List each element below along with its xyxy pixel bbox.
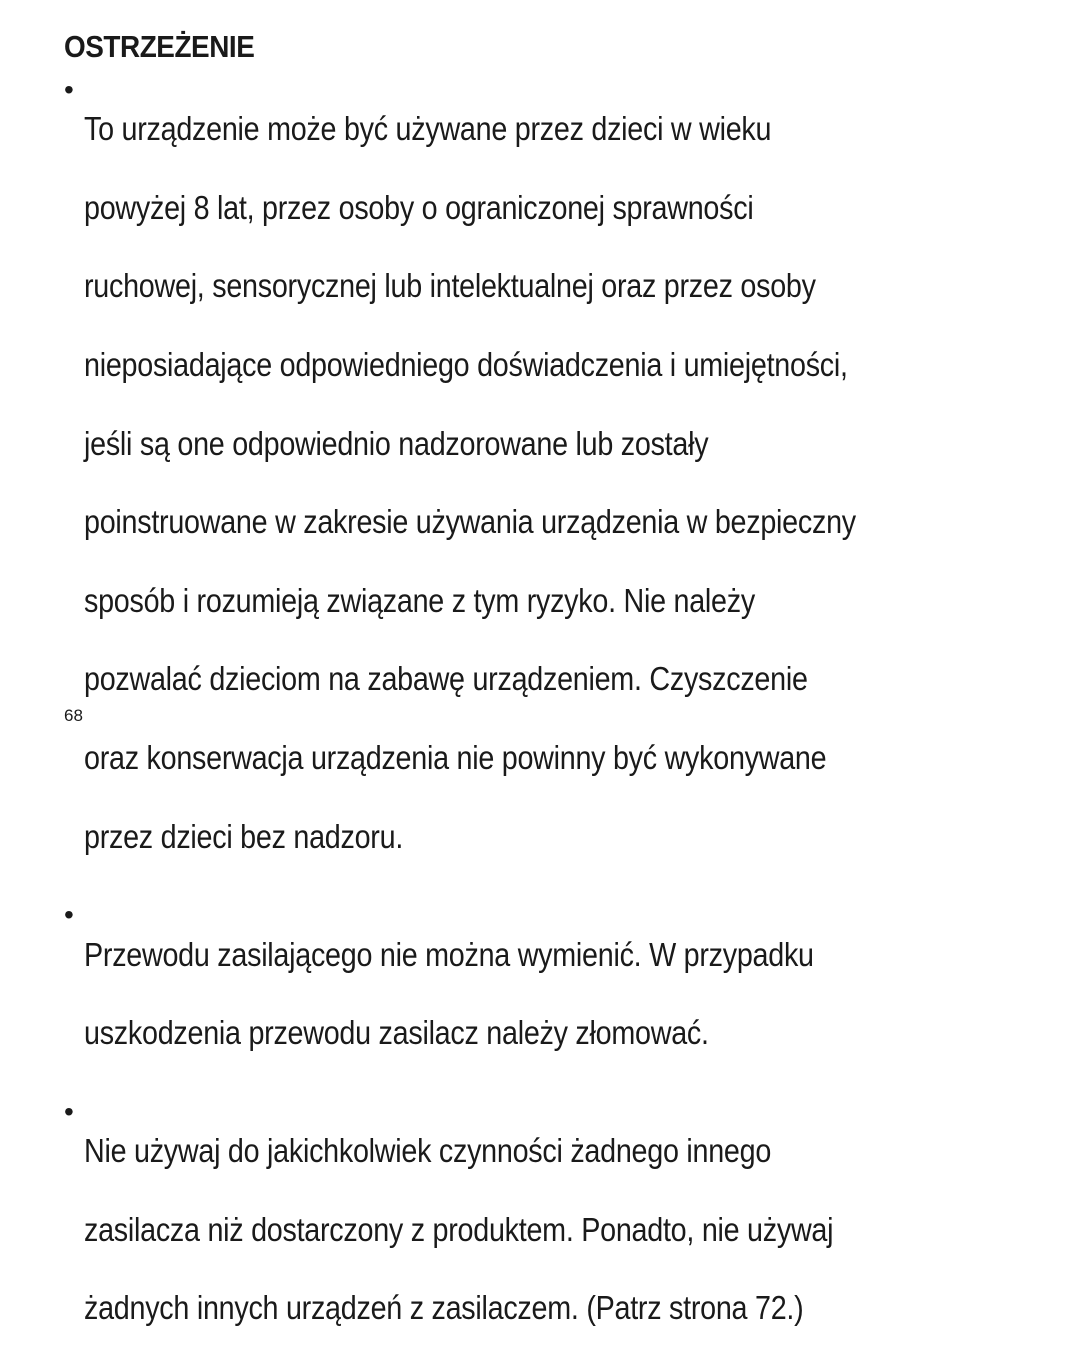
text-line: ruchowej, sensorycznej lub intelektualnej oraz przez osoby (84, 267, 816, 305)
bullet-icon: • (64, 899, 74, 931)
warning-item-power-cord (64, 895, 1074, 1091)
warning-text (84, 895, 1067, 1091)
text-line: Nie używaj do jakichkolwiek czynności żadnego innego (84, 1132, 772, 1170)
warning-text (84, 1092, 1067, 1367)
bullet-icon: • (64, 1095, 74, 1127)
text-line: sposób i rozumieją związane z tym ryzyko. Nie należy (84, 581, 755, 619)
text-line: oraz konserwacja urządzenia nie powinny być wykonywane (84, 739, 827, 777)
text-line: zasilacza niż dostarczony z produktem. Ponadto, nie używaj (84, 1210, 834, 1248)
text-line: uszkodzenia przewodu zasilacz należy złomować. (84, 1014, 709, 1052)
text-line: nieposiadające odpowiedniego doświadczenia i umiejętności, (84, 346, 848, 384)
text-line: żadnych innych urządzeń z zasilaczem. (Patrz strona 72.) (84, 1289, 804, 1327)
warning-item-children-supervision (64, 70, 1074, 895)
text-line: pozwalać dzieciom na zabawę urządzeniem. Czyszczenie (84, 660, 808, 698)
warning-text (84, 70, 1067, 895)
bullet-icon: • (64, 74, 74, 105)
text-line: jeśli są one odpowiednio nadzorowane lub zostały (84, 424, 709, 462)
text-line: poinstruowane w zakresie używania urządzenia w bezpieczny (84, 503, 856, 541)
text-line: powyżej 8 lat, przez osoby o ograniczonej sprawności (84, 188, 754, 226)
warning-item-power-adapter (64, 1092, 1074, 1367)
warning-heading: OSTRZEŻENIE (64, 29, 255, 64)
warning-list (64, 70, 1074, 1367)
text-line: przez dzieci bez nadzoru. (84, 817, 404, 855)
text-line: Przewodu zasilającego nie można wymienić. W przypadku (84, 935, 814, 973)
page-number: 68 (64, 706, 83, 725)
text-line: To urządzenie może być używane przez dzieci w wieku (84, 110, 772, 148)
